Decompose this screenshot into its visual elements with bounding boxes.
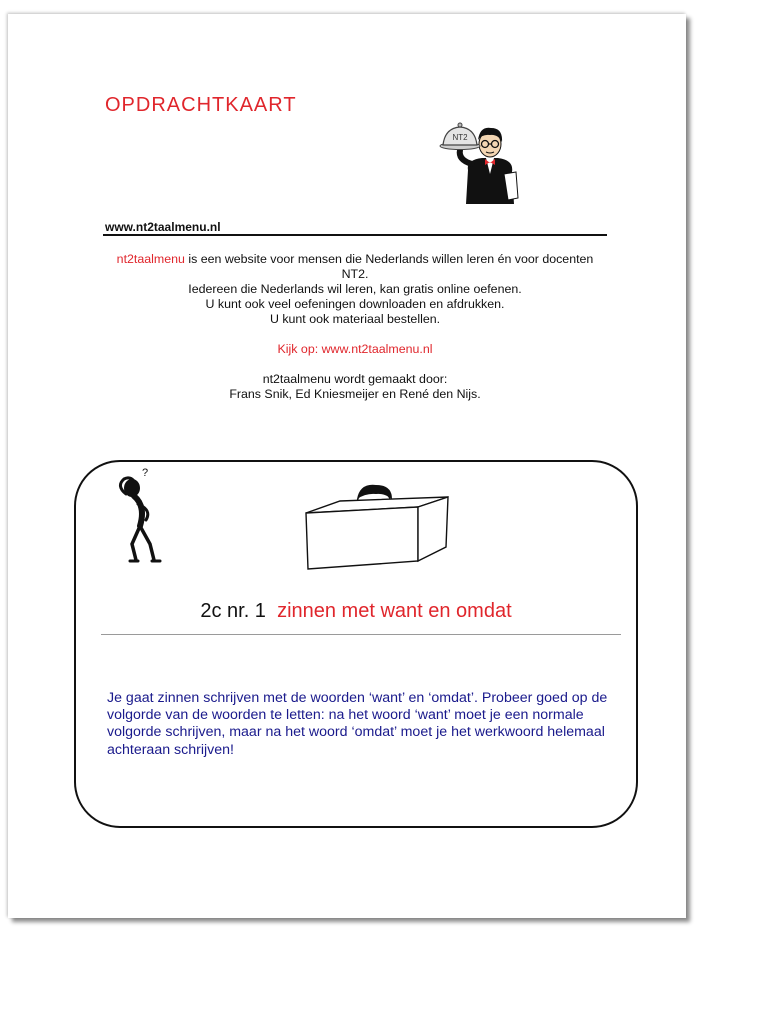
intro-line-1-text: is een website voor mensen die Nederlands willen leren én voor docenten NT2. [184, 252, 594, 281]
assignment-instruction: Je gaat zinnen schrijven met de woorden ‘want’ en ‘omdat’. Probeer goed op de volgorde van de woorden te letten: na het woord ‘want’ moet je een normale volgorde schrijven, maar na het woord ‘omdat’ moet je het werkwoord helemaal achteraan schrijven! [107, 690, 608, 758]
lesson-title [76, 600, 636, 623]
child-in-box-illustration [304, 477, 450, 573]
visit-link-text: Kijk op: www.nt2taalmenu.nl [277, 342, 433, 356]
waiter-illustration [438, 112, 530, 204]
document-page [8, 14, 686, 918]
made-by-label: nt2taalmenu wordt gemaakt door: [262, 372, 448, 386]
assignment-card [74, 460, 638, 828]
intro-line-4: U kunt ook materiaal bestellen. [269, 312, 441, 326]
intro-text [103, 252, 607, 402]
thinking-figure-illustration [112, 464, 172, 568]
intro-line-1 [103, 252, 607, 282]
tray-label: NT2 [452, 133, 468, 142]
card-divider [101, 634, 621, 635]
header-rule [103, 234, 607, 236]
website-address: www.nt2taalmenu.nl [105, 220, 221, 234]
brand-name: nt2taalmenu [116, 252, 185, 266]
lesson-topic: zinnen met want en omdat [277, 600, 512, 622]
lesson-number: 2c nr. 1 [200, 600, 266, 622]
intro-line-2: Iedereen die Nederlands wil leren, kan gratis online oefenen. [188, 282, 522, 296]
authors: Frans Snik, Ed Kniesmeijer en René den Nijs. [229, 387, 481, 401]
svg-text:?: ? [142, 467, 149, 479]
intro-line-3: U kunt ook veel oefeningen downloaden en afdrukken. [205, 297, 505, 311]
page-title: OPDRACHTKAART [105, 94, 297, 116]
